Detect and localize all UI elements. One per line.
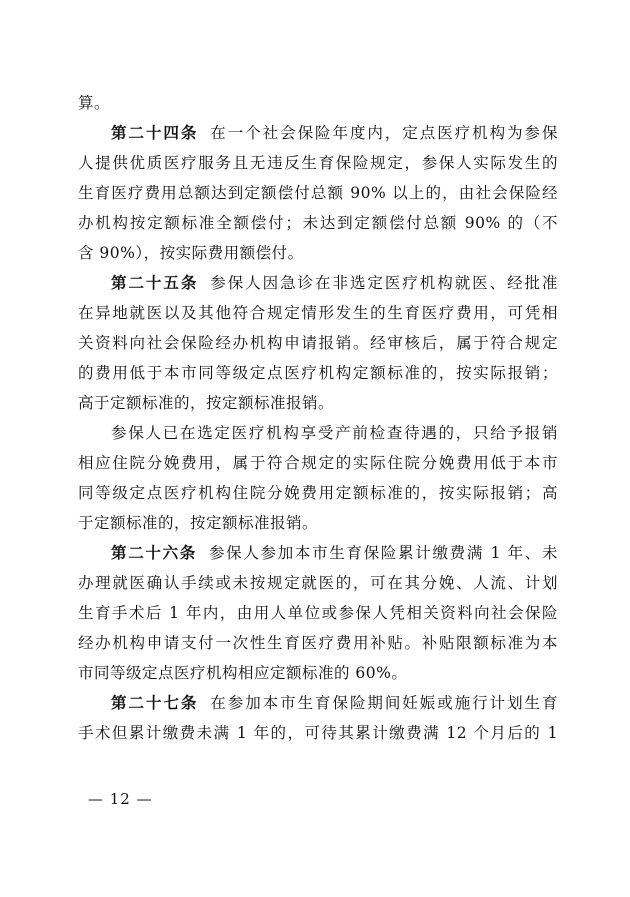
line-text: 参保人参加本市生育保险累计缴费满 1 年、未 xyxy=(208,544,558,562)
text-line xyxy=(78,658,558,688)
text-line xyxy=(78,568,558,598)
line-text: 办机构按定额标准全额偿付；未达到定额偿付总额 90% 的（不 xyxy=(78,214,558,232)
line-text: 经办机构申请支付一次性生育医疗费用补贴。补贴限额标准为本 xyxy=(78,634,558,652)
line-text: 相应住院分娩费用，属于符合规定的实际住院分娩费用低于本市 xyxy=(78,454,558,472)
line-text: 于定额标准的，按定额标准报销。 xyxy=(78,514,319,532)
text-line xyxy=(78,268,558,298)
line-text: 的费用低于本市同等级定点医疗机构定额标准的，按实际报销； xyxy=(78,364,558,382)
line-text: 在异地就医以及其他符合规定情形发生的生育医疗费用，可凭相 xyxy=(78,304,558,322)
text-line xyxy=(78,118,558,148)
text-line xyxy=(78,88,558,118)
line-text: 人提供优质医疗服务且无违反生育保险规定，参保人实际发生的 xyxy=(78,154,558,172)
text-line xyxy=(78,538,558,568)
page-number: — 12 — xyxy=(88,790,153,808)
line-text: 办理就医确认手续或未按规定就医的，可在其分娩、人流、计划 xyxy=(78,574,558,592)
line-text: 关资料向社会保险经办机构申请报销。经审核后，属于符合规定 xyxy=(78,334,558,352)
line-text: 市同等级定点医疗机构相应定额标准的 60%。 xyxy=(78,664,408,682)
text-line xyxy=(78,238,558,268)
text-line xyxy=(78,298,558,328)
article-heading: 第二十七条 xyxy=(111,693,199,712)
text-line xyxy=(78,388,558,418)
text-line xyxy=(78,688,558,718)
line-text: 生育手术后 1 年内，由用人单位或参保人凭相关资料向社会保险 xyxy=(78,604,558,622)
body-text xyxy=(78,88,558,748)
line-text: 同等级定点医疗机构住院分娩费用定额标准的，按实际报销；高 xyxy=(78,484,558,502)
text-line xyxy=(78,178,558,208)
text-line xyxy=(78,628,558,658)
text-line xyxy=(78,358,558,388)
line-text: 在参加本市生育保险期间妊娠或施行计划生育 xyxy=(210,694,558,712)
text-line xyxy=(78,478,558,508)
text-line xyxy=(78,328,558,358)
line-text: 含 90%），按实际费用额偿付。 xyxy=(78,244,304,262)
text-line xyxy=(78,148,558,178)
line-text: 生育医疗费用总额达到定额偿付总额 90% 以上的，由社会保险经 xyxy=(78,184,558,202)
article-heading: 第二十六条 xyxy=(111,543,197,562)
line-text: 在一个社会保险年度内，定点医疗机构为参保 xyxy=(210,124,558,142)
text-line xyxy=(78,508,558,538)
line-text: 参保人因急诊在非选定医疗机构就医、经批准 xyxy=(210,274,558,292)
line-text: 参保人已在选定医疗机构享受产前检查待遇的，只给予报销 xyxy=(111,424,558,442)
text-line xyxy=(78,448,558,478)
line-text: 高于定额标准的，按定额标准报销。 xyxy=(78,394,335,412)
article-heading: 第二十四条 xyxy=(111,123,199,142)
line-text: 手术但累计缴费未满 1 年的，可待其累计缴费满 12 个月后的 1 xyxy=(78,724,558,742)
article-heading: 第二十五条 xyxy=(111,273,199,292)
text-line xyxy=(78,598,558,628)
text-line xyxy=(78,718,558,748)
line-text: 算。 xyxy=(78,94,111,112)
text-line xyxy=(78,418,558,448)
text-line xyxy=(78,208,558,238)
